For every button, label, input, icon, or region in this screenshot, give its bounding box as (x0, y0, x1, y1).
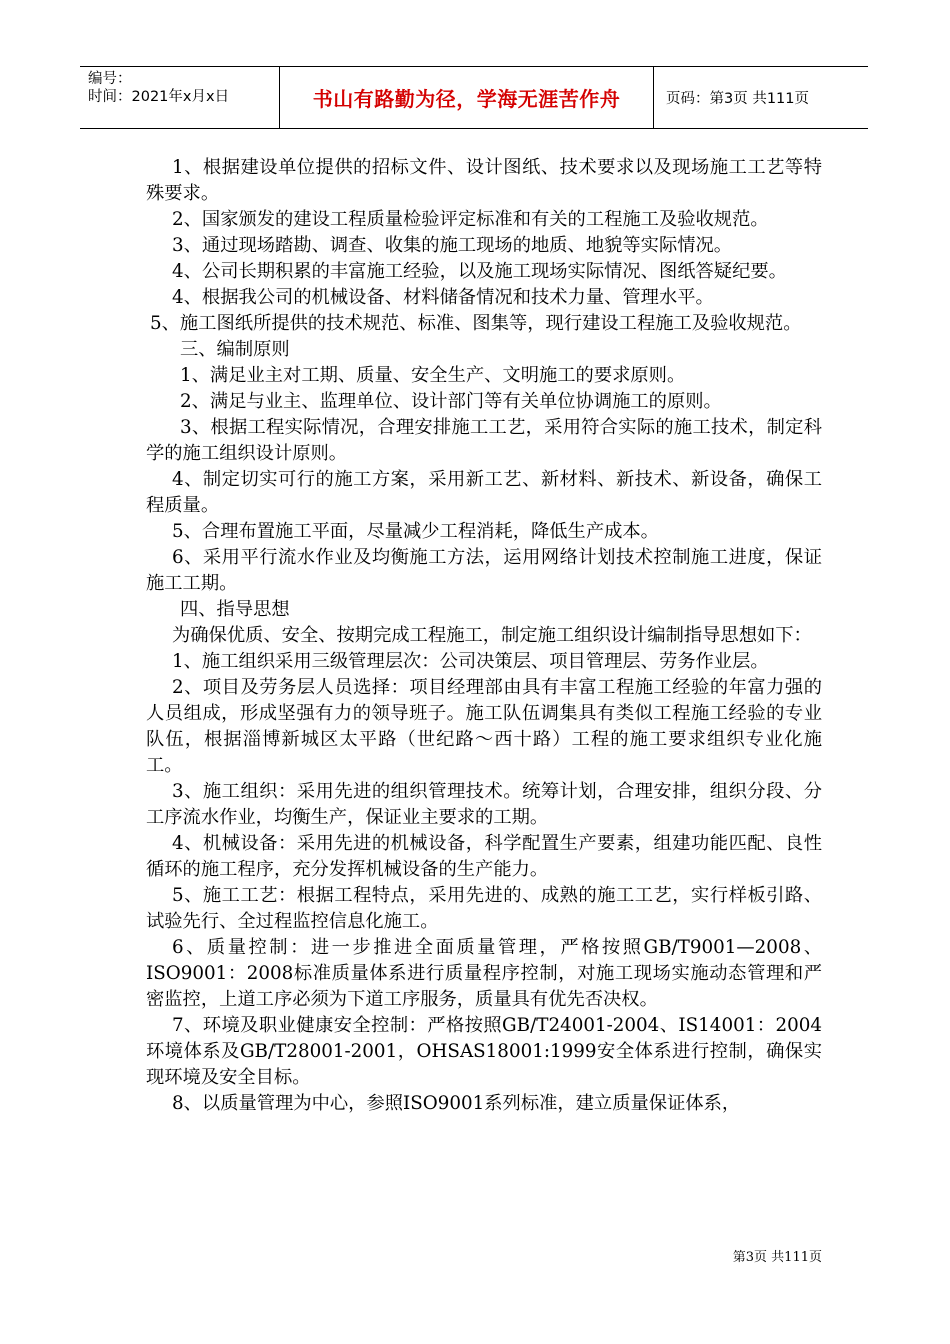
paragraph: 8、以质量管理为中心，参照ISO9001系列标准，建立质量保证体系， (172, 1093, 741, 1114)
section-heading: 三、编制原则 (180, 339, 290, 360)
section-heading: 四、指导思想 (180, 599, 290, 620)
paragraph: 4、根据我公司的机械设备、材料储备情况和技术力量、管理水平。 (172, 287, 714, 308)
paragraph: 3、通过现场踏勘、调查、收集的施工现场的地质、地貌等实际情况。 (172, 235, 733, 256)
paragraph: 为确保优质、安全、按期完成工程施工，制定施工组织设计编制指导思想如下： (172, 625, 812, 646)
header-meta (80, 67, 280, 128)
paragraph: 7、环境及职业健康安全控制：严格按照GB/T24001-2004、IS14001：2004环境体系及GB/T28001-2001，OHSAS18001:1999安全体系进行控制，确保实现环境及安全目标。 (146, 1015, 822, 1088)
paragraph: 5、合理布置施工平面，尽量减少工程消耗，降低生产成本。 (172, 521, 659, 542)
paragraph: 2、项目及劳务层人员选择：项目经理部由具有丰富工程施工经验的年富力强的人员组成，形成坚强有力的领导班子。施工队伍调集具有类似工程施工经验的专业队伍，根据淄博新城区太平路（世纪路～西十路）工程的施工要求组织专业化施工。 (146, 677, 822, 776)
paragraph: 4、公司长期积累的丰富施工经验，以及施工现场实际情况、图纸答疑纪要。 (172, 261, 787, 282)
document-body (146, 155, 822, 1117)
header-motto: 书山有路勤为径，学海无涯苦作舟 (280, 67, 654, 128)
page-header (80, 66, 868, 129)
paragraph: 6、采用平行流水作业及均衡施工方法，运用网络计划技术控制施工进度，保证施工工期。 (146, 547, 822, 594)
header-page-number: 页码：第3页 共111页 (666, 91, 810, 107)
paragraph: 4、机械设备：采用先进的机械设备，科学配置生产要素，组建功能匹配、良性循环的施工程序，充分发挥机械设备的生产能力。 (146, 833, 822, 880)
paragraph: 6、质量控制：进一步推进全面质量管理，严格按照GB/T9001—2008、ISO9001：2008标准质量体系进行质量程序控制，对施工现场实施动态管理和严密监控，上道工序必须为下道工序服务，质量具有优先否决权。 (146, 937, 822, 1010)
paragraph: 2、国家颁发的建设工程质量检验评定标准和有关的工程施工及验收规范。 (172, 209, 769, 230)
document-time-label: 时间：2021年x月x日 (88, 89, 230, 105)
document-number-label: 编号： (88, 71, 132, 87)
paragraph: 3、根据工程实际情况，合理安排施工工艺，采用符合实际的施工技术，制定科学的施工组织设计原则。 (146, 417, 822, 464)
page-footer: 第3页 共111页 (732, 1250, 822, 1265)
paragraph: 3、施工组织：采用先进的组织管理技术。统筹计划，合理安排，组织分段、分工序流水作业，均衡生产，保证业主要求的工期。 (146, 781, 822, 828)
paragraph: 1、满足业主对工期、质量、安全生产、文明施工的要求原则。 (180, 365, 686, 386)
paragraph: 1、根据建设单位提供的招标文件、设计图纸、技术要求以及现场施工工艺等特殊要求。 (146, 157, 822, 204)
paragraph: 5、施工工艺：根据工程特点，采用先进的、成熟的施工工艺，实行样板引路、试验先行、全过程监控信息化施工。 (146, 885, 822, 932)
paragraph: 4、制定切实可行的施工方案，采用新工艺、新材料、新技术、新设备，确保工程质量。 (146, 469, 822, 516)
paragraph: 1、施工组织采用三级管理层次：公司决策层、项目管理层、劳务作业层。 (172, 651, 769, 672)
paragraph: 5、施工图纸所提供的技术规范、标准、图集等，现行建设工程施工及验收规范。 (150, 313, 802, 334)
paragraph: 2、满足与业主、监理单位、设计部门等有关单位协调施工的原则。 (180, 391, 722, 412)
